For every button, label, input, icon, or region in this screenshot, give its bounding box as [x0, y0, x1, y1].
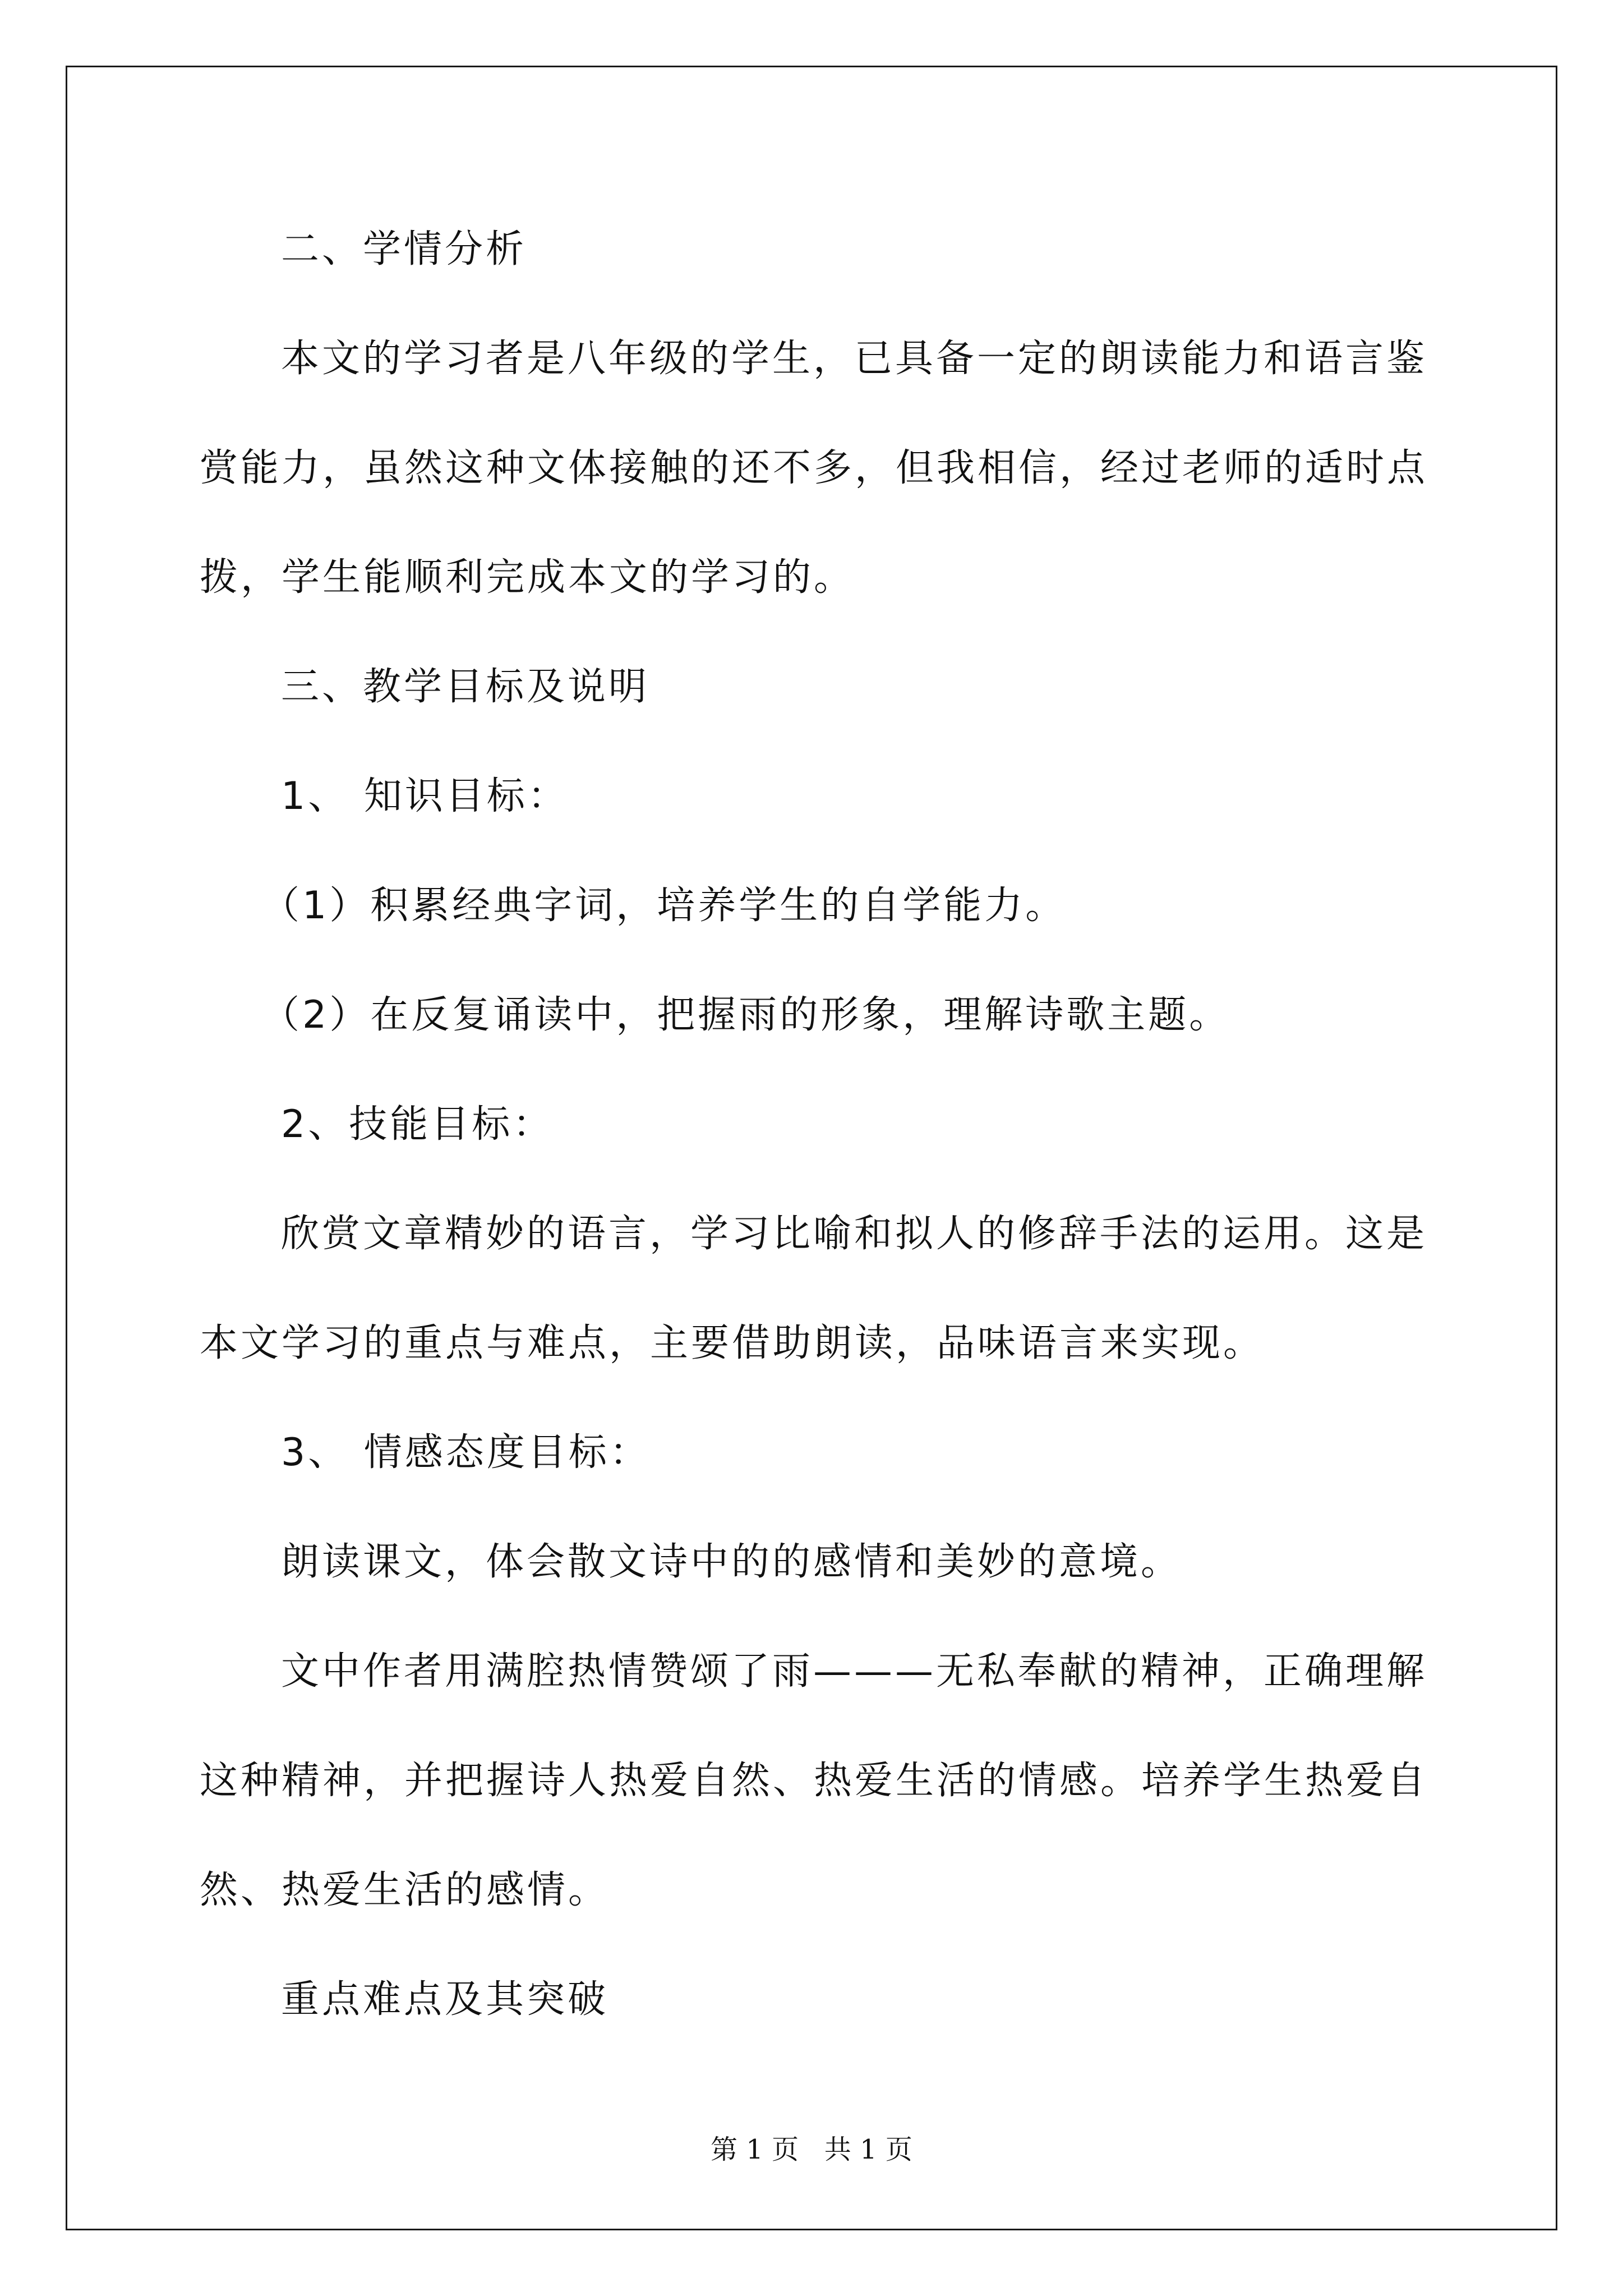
paragraph-line: 本文学习的重点与难点，主要借助朗读，品味语言来实现。 — [200, 1321, 1265, 1365]
paragraph-line: 本文的学习者是八年级的学生，已具备一定的朗读能力和语言鉴 — [281, 337, 1428, 381]
heading-learning-analysis: 二、学情分析 — [281, 227, 527, 272]
list-item: （1）积累经典字词，培养学生的自学能力。 — [261, 884, 1067, 928]
paragraph-line: 然、热爱生活的感情。 — [200, 1868, 610, 1912]
page-number-footer: 第 1 页 共 1 页 — [711, 2134, 912, 2165]
paragraph-line: 拨，学生能顺利完成本文的学习的。 — [200, 555, 855, 600]
heading-key-points: 重点难点及其突破 — [281, 1977, 609, 2022]
list-item: （2）在反复诵读中，把握雨的形象，理解诗歌主题。 — [261, 993, 1230, 1037]
paragraph-line: 这种精神，并把握诗人热爱自然、热爱生活的情感。培养学生热爱自 — [200, 1759, 1428, 1803]
subheading-skill-goal: 2、技能目标： — [281, 1102, 554, 1147]
paragraph-line: 文中作者用满腔热情赞颂了雨———无私奉献的精神，正确理解 — [281, 1649, 1428, 1694]
paragraph-line: 欣赏文章精妙的语言，学习比喻和拟人的修辞手法的运用。这是 — [281, 1212, 1428, 1256]
subheading-knowledge-goal: 1、 知识目标： — [281, 774, 569, 818]
heading-teaching-goals: 三、教学目标及说明 — [281, 665, 650, 709]
subheading-emotion-goal: 3、 情感态度目标： — [281, 1430, 651, 1475]
paragraph-line: 赏能力，虽然这种文体接触的还不多，但我相信，经过老师的适时点 — [200, 446, 1428, 490]
paragraph-line: 朗读课文，体会散文诗中的的感情和美妙的意境。 — [281, 1540, 1182, 1584]
